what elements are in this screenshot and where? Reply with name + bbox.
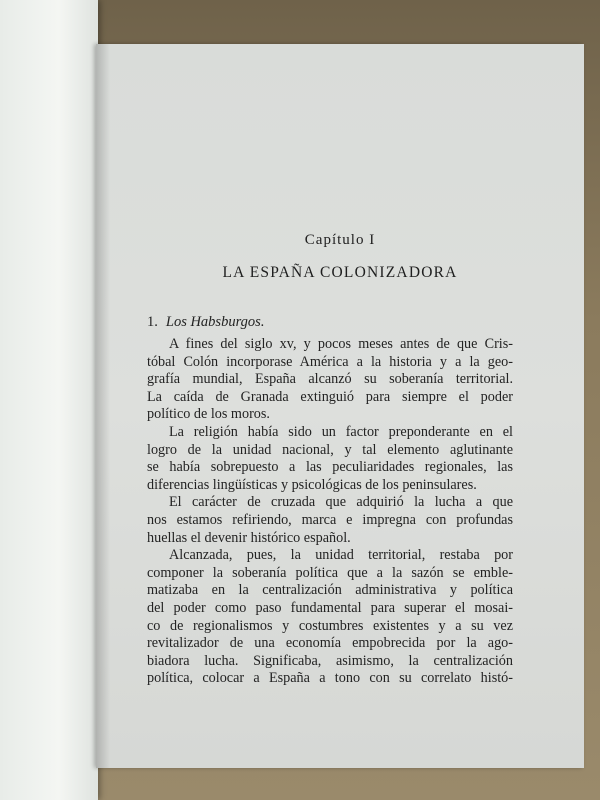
text-line: biadora lucha. Significaba, asimismo, la centralización <box>147 652 513 669</box>
text-line: nos estamos refiriendo, marca e impregna con profundas <box>147 511 513 528</box>
chapter-label: Capítulo I <box>304 232 376 248</box>
text-line: revitalizador de una economía empobrecida por la ago- <box>147 635 513 652</box>
left-page-edge <box>0 0 98 800</box>
text-line: diferencias lingüísticas y psicológicas de los peninsulares. <box>147 476 477 493</box>
text-line: logro de la unidad nacional, y tal elemento aglutinante <box>147 441 513 458</box>
body-text <box>147 336 513 688</box>
text-line: política, colocar a España a tono con su correlato histó- <box>147 670 513 687</box>
section-name: Los Habsburgos. <box>165 314 265 330</box>
text-line: componer la soberanía política que a la sazón se emble- <box>147 564 513 581</box>
text-line: La caída de Granada extinguió para siempre el poder <box>147 388 513 405</box>
text-line: del poder como paso fundamental para superar el mosai- <box>147 599 513 616</box>
text-line: huellas el devenir histórico español. <box>147 529 351 546</box>
text-line: co de regionalismos y costumbres existentes y a su vez <box>147 617 513 634</box>
gutter-shadow <box>96 44 110 768</box>
text-line: se había sobrepuesto a las peculiaridades regionales, las <box>147 459 513 476</box>
section-number: 1. <box>147 314 158 330</box>
text-line: A fines del siglo xv, y pocos meses antes de que Cris- <box>169 336 513 352</box>
chapter-title: LA ESPAÑA COLONIZADORA <box>222 264 458 281</box>
text-line: matizaba en la centralización administrativa y política <box>147 582 513 599</box>
text-line: grafía mundial, España alcanzó su soberanía territorial. <box>147 371 513 388</box>
text-line: El carácter de cruzada que adquirió la lucha a que <box>169 494 513 511</box>
text-line: Alcanzada, pues, la unidad territorial, restaba por <box>169 547 513 564</box>
text-line: tóbal Colón incorporase América a la historia y a la geo- <box>147 353 513 370</box>
text-line: La religión había sido un factor preponderante en el <box>169 423 513 440</box>
text-line: político de los moros. <box>147 406 270 423</box>
section-heading <box>147 314 264 331</box>
